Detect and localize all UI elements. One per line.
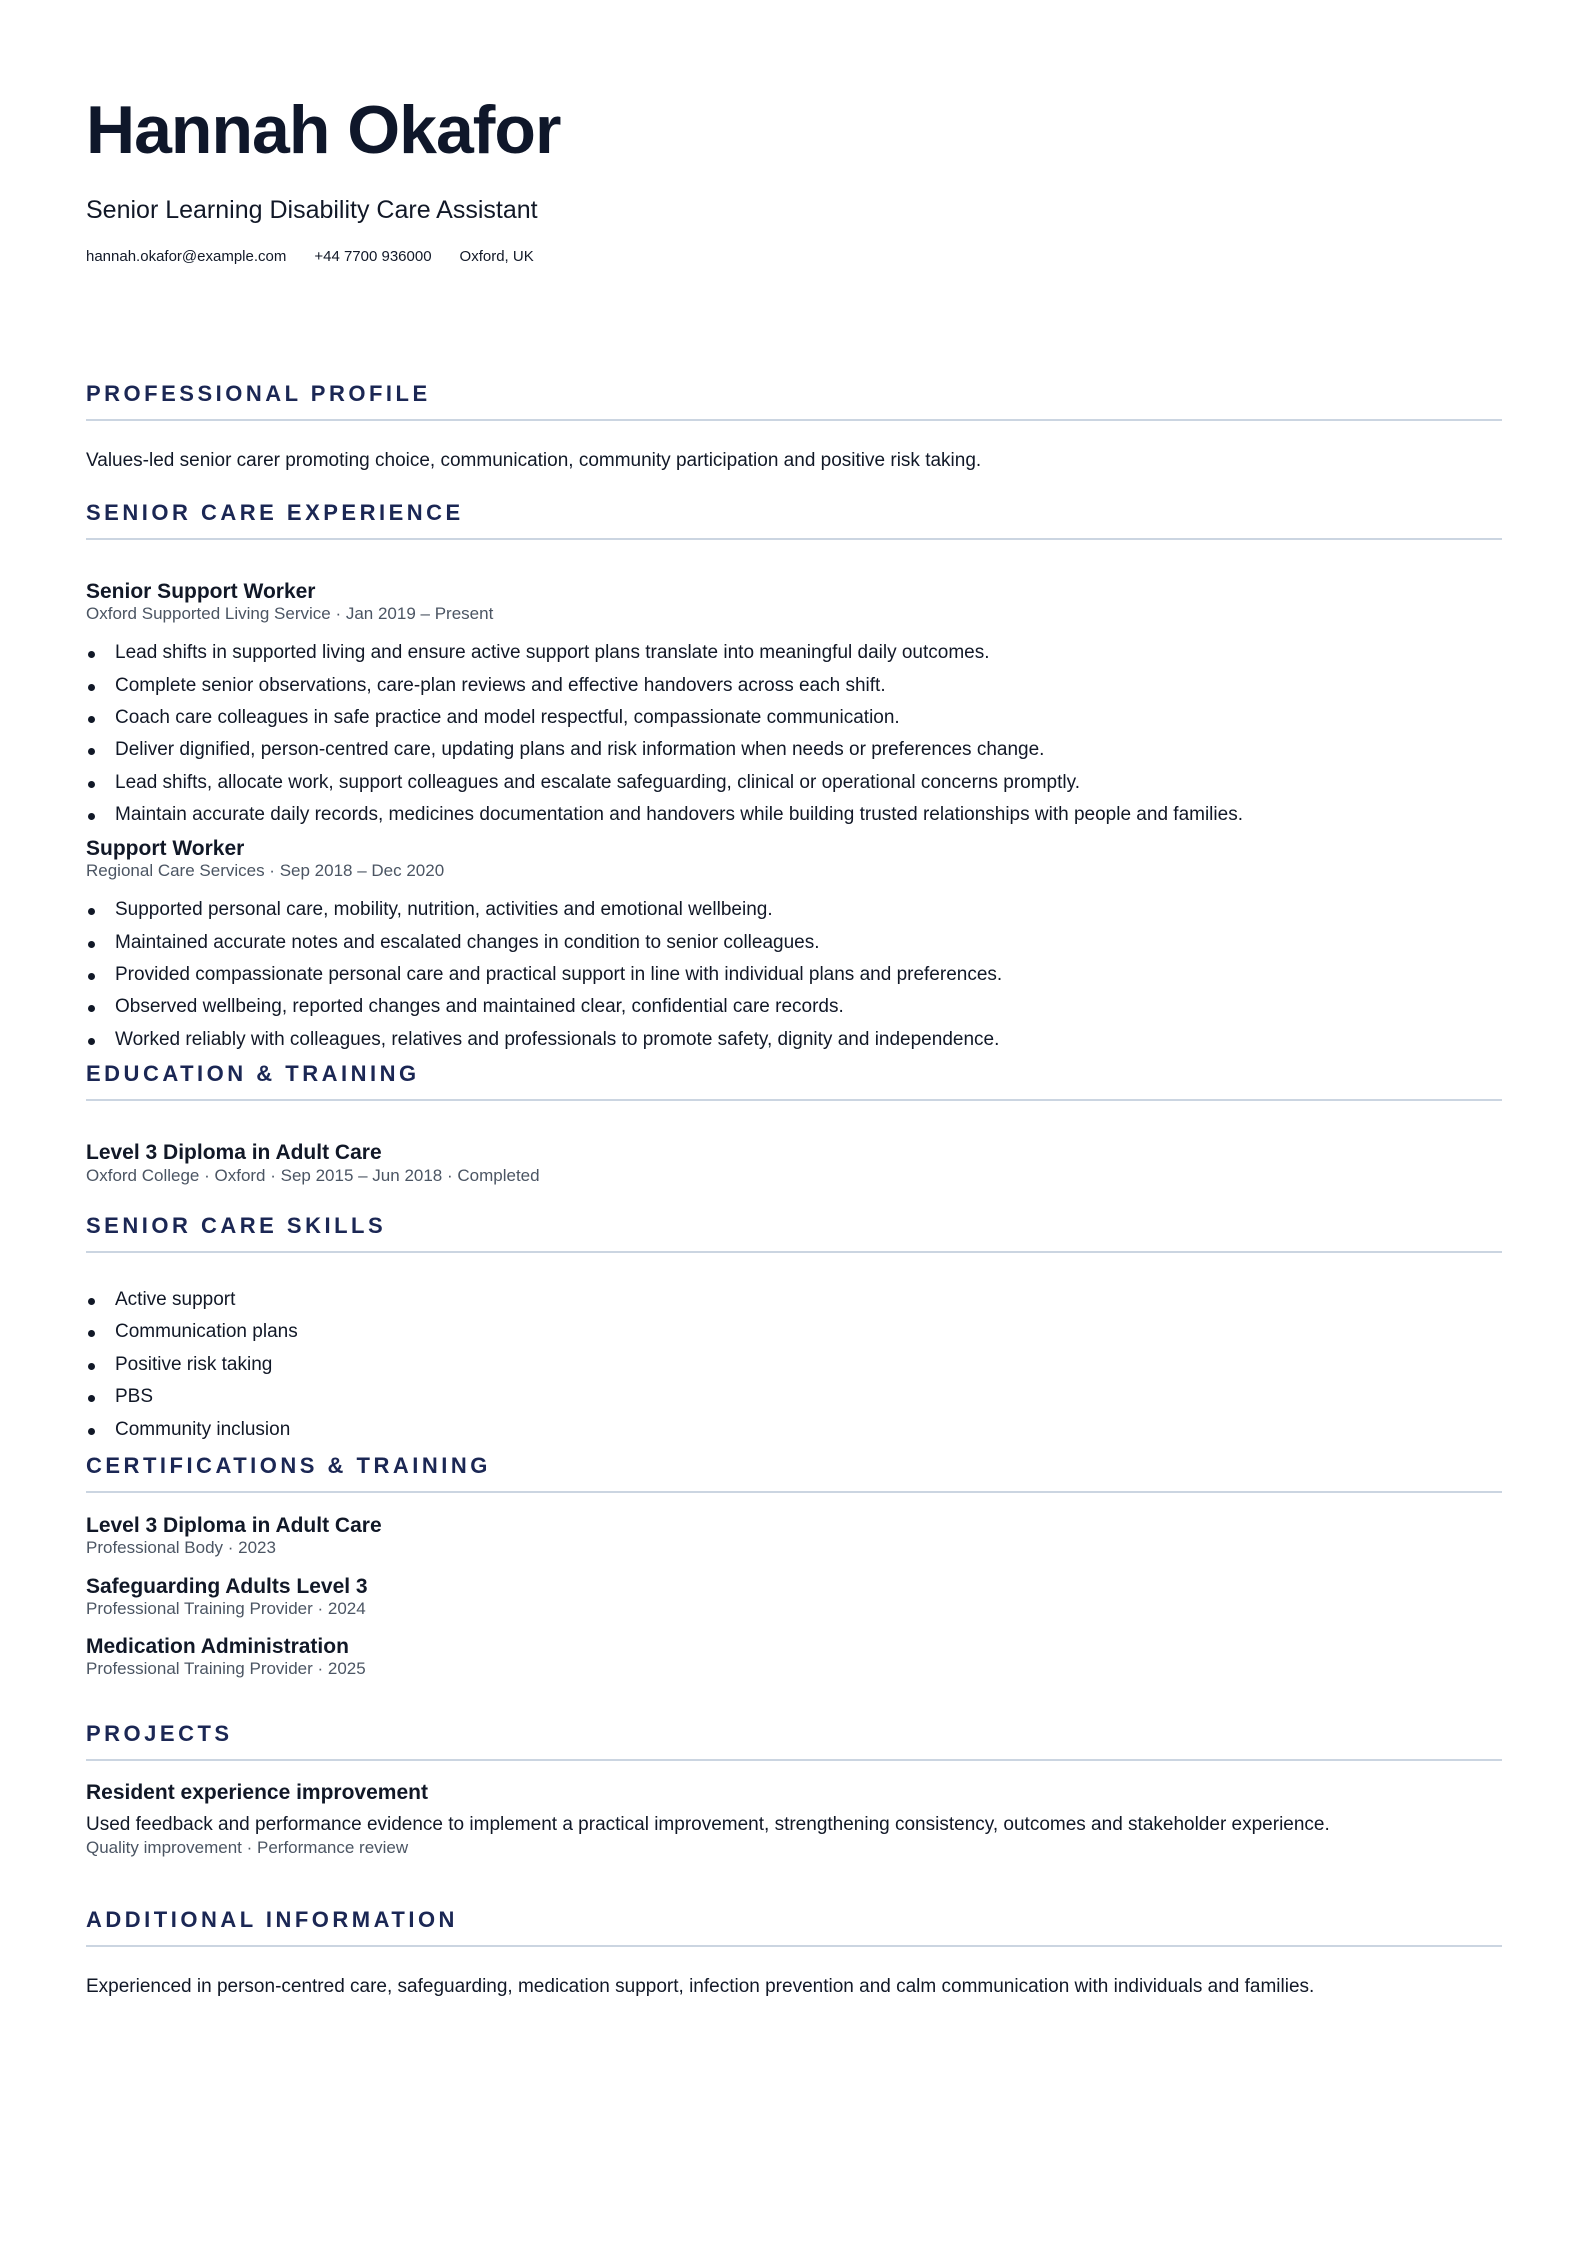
- job-title: Senior Support Worker: [86, 579, 316, 603]
- additional-text: Experienced in person-centred care, safeguarding, medication support, infection prevention and calm communication with individuals and families.: [86, 1976, 1315, 1998]
- list-item: Coach care colleagues in safe practice and model respectful, compassionate communication.: [86, 707, 1502, 730]
- job-bullets: [86, 642, 1502, 827]
- job-entry: [86, 837, 1502, 1052]
- section-projects: [86, 1720, 1502, 1858]
- contact-email: hannah.okafor@example.com: [86, 248, 287, 265]
- list-item: Active support: [86, 1289, 1502, 1312]
- certification-title: Medication Administration: [86, 1635, 349, 1659]
- education-title: Level 3 Diploma in Adult Care: [86, 1141, 382, 1165]
- project-tags: Quality improvement · Performance review: [86, 1837, 409, 1857]
- job-meta: Regional Care Services · Sep 2018 – Dec 2020: [86, 860, 445, 880]
- job-meta: Oxford Supported Living Service · Jan 2019 – Present: [86, 603, 494, 623]
- resume-header: [86, 92, 1502, 265]
- section-skills: [86, 1212, 1502, 1441]
- certification-meta: Professional Training Provider · 2025: [86, 1659, 366, 1679]
- profile-text: Values-led senior carer promoting choice, communication, community participation and positive risk taking.: [86, 450, 982, 471]
- contact-location: Oxford, UK: [459, 248, 534, 265]
- section-education: [86, 1063, 1502, 1185]
- certification-title: Level 3 Diploma in Adult Care: [86, 1514, 382, 1538]
- section-heading-certifications: CERTIFICATIONS & TRAINING: [86, 1453, 491, 1479]
- list-item: Community inclusion: [86, 1419, 1502, 1442]
- list-item: Observed wellbeing, reported changes and maintained clear, confidential care records.: [86, 996, 1502, 1019]
- section-heading-education: EDUCATION & TRAINING: [86, 1061, 420, 1087]
- candidate-title: Senior Learning Disability Care Assistant: [86, 196, 538, 224]
- list-item: Supported personal care, mobility, nutrition, activities and emotional wellbeing.: [86, 899, 1502, 922]
- certification-meta: Professional Body · 2023: [86, 1538, 276, 1558]
- section-experience: [86, 499, 1502, 1052]
- project-title: Resident experience improvement: [86, 1780, 428, 1804]
- job-title: Support Worker: [86, 836, 245, 860]
- certification-entry: [86, 1514, 1502, 1558]
- list-item: Communication plans: [86, 1321, 1502, 1344]
- list-item: Positive risk taking: [86, 1354, 1502, 1377]
- job-entry: [86, 580, 1502, 827]
- section-divider: [86, 419, 1502, 421]
- contact-line: [86, 249, 1502, 264]
- section-divider: [86, 1491, 1502, 1493]
- section-heading-additional: ADDITIONAL INFORMATION: [86, 1907, 458, 1933]
- section-profile: [86, 383, 1502, 473]
- education-entry: [86, 1141, 1502, 1185]
- section-divider: [86, 1945, 1502, 1947]
- list-item: Maintained accurate notes and escalated changes in condition to senior colleagues.: [86, 932, 1502, 955]
- section-heading-skills: SENIOR CARE SKILLS: [86, 1212, 387, 1238]
- certification-entry: [86, 1635, 1502, 1679]
- section-divider: [86, 1099, 1502, 1101]
- certification-entry: [86, 1575, 1502, 1619]
- list-item: Lead shifts in supported living and ensure active support plans translate into meaningful daily outcomes.: [86, 642, 1502, 665]
- list-item: PBS: [86, 1386, 1502, 1409]
- certification-meta: Professional Training Provider · 2024: [86, 1598, 366, 1618]
- project-description: Used feedback and performance evidence to implement a practical improvement, strengthening consistency, outcomes and stakeholder experience.: [86, 1813, 1330, 1835]
- section-heading-projects: PROJECTS: [86, 1720, 233, 1746]
- contact-phone: +44 7700 936000: [314, 248, 432, 265]
- section-divider: [86, 538, 1502, 540]
- list-item: Worked reliably with colleagues, relatives and professionals to promote safety, dignity and independence.: [86, 1029, 1502, 1052]
- skills-list: [86, 1289, 1502, 1441]
- section-divider: [86, 1251, 1502, 1253]
- section-heading-profile: PROFESSIONAL PROFILE: [86, 381, 431, 406]
- section-heading-experience: SENIOR CARE EXPERIENCE: [86, 499, 464, 525]
- list-item: Provided compassionate personal care and practical support in line with individual plans and preferences.: [86, 964, 1502, 987]
- list-item: Lead shifts, allocate work, support colleagues and escalate safeguarding, clinical or operational concerns promptly.: [86, 772, 1502, 795]
- certification-title: Safeguarding Adults Level 3: [86, 1574, 368, 1598]
- list-item: Deliver dignified, person-centred care, updating plans and risk information when needs or preferences change.: [86, 739, 1502, 762]
- candidate-name: Hannah Okafor: [86, 92, 561, 168]
- job-bullets: [86, 899, 1502, 1051]
- section-divider: [86, 1759, 1502, 1761]
- section-additional: [86, 1909, 1502, 1999]
- section-certifications: [86, 1455, 1502, 1679]
- list-item: Maintain accurate daily records, medicines documentation and handovers while building trusted relationships with people and families.: [86, 804, 1502, 827]
- project-entry: [86, 1781, 1502, 1858]
- list-item: Complete senior observations, care-plan reviews and effective handovers across each shift.: [86, 675, 1502, 698]
- education-meta: Oxford College · Oxford · Sep 2015 – Jun 2018 · Completed: [86, 1165, 540, 1185]
